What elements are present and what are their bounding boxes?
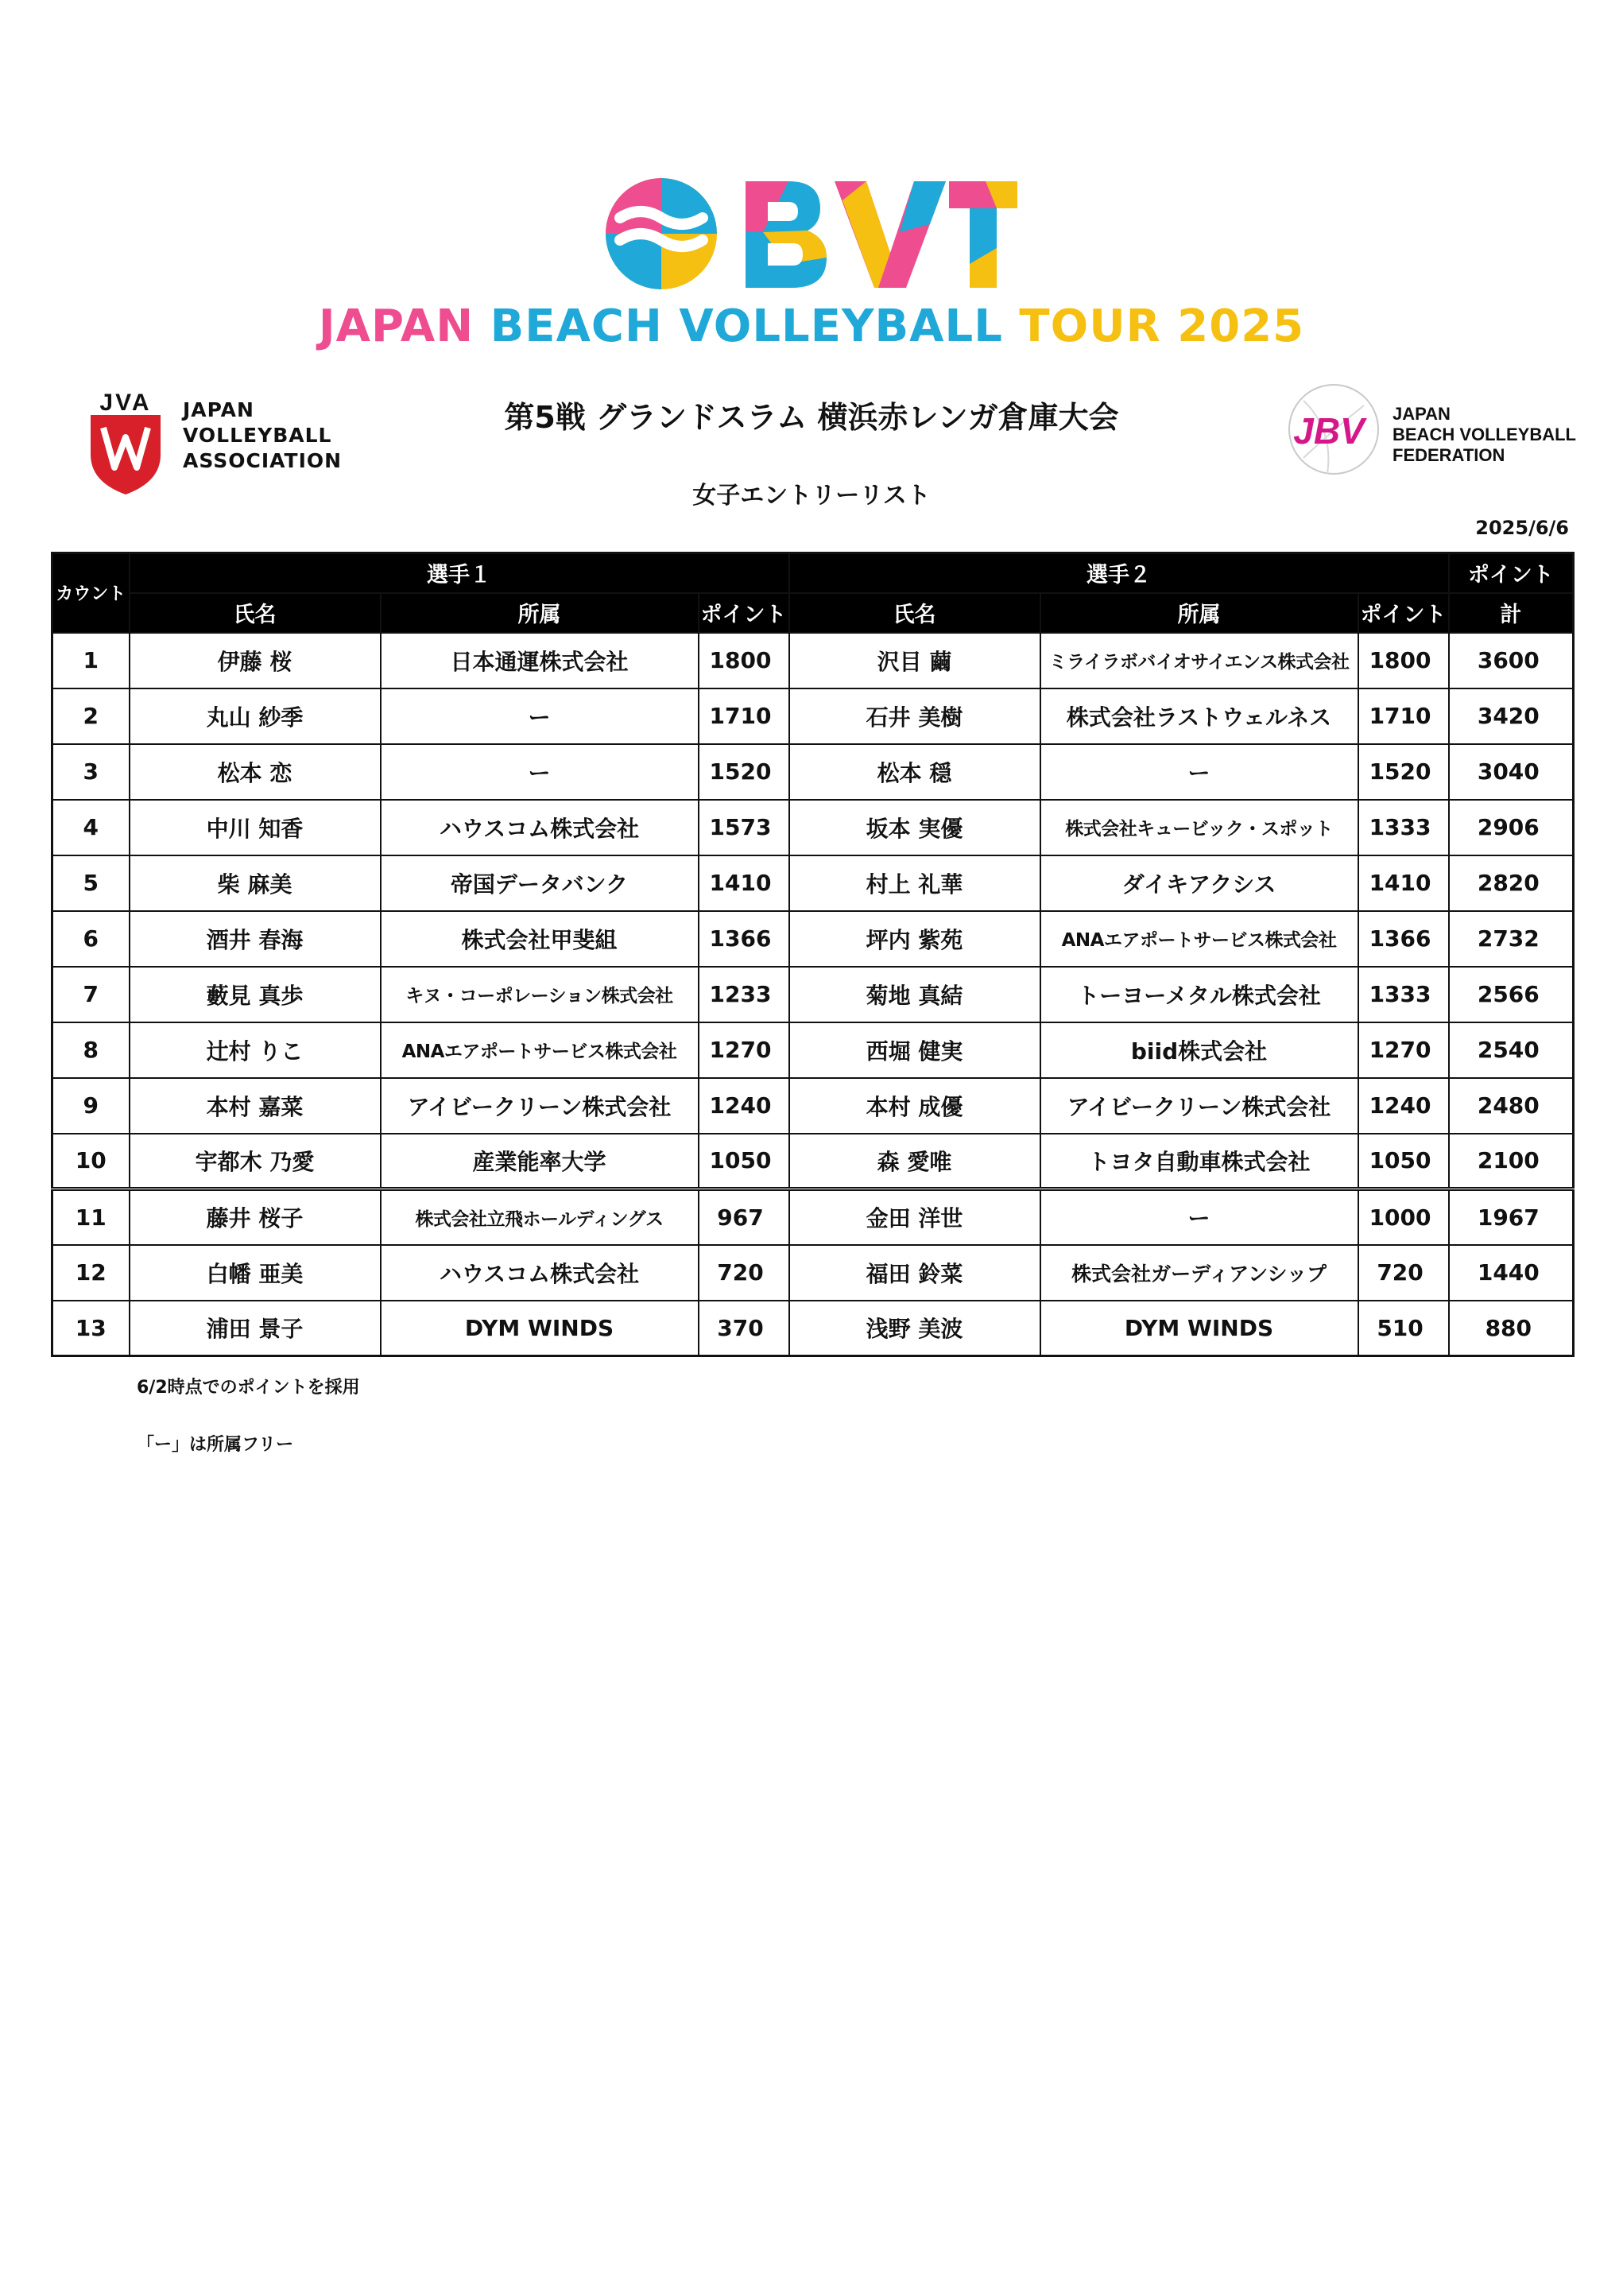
p1-name-cell: 伊藤 桜: [130, 633, 381, 688]
total-cell: 2540: [1449, 1022, 1574, 1078]
table-row: [52, 1245, 1574, 1301]
p1-name-cell: 松本 恋: [130, 744, 381, 800]
p2-point-cell: 1240: [1358, 1078, 1449, 1134]
p1-point-header: ポイント: [699, 593, 789, 633]
p1-point-cell: 1366: [699, 911, 789, 967]
count-cell: 10: [52, 1134, 130, 1189]
p2-name-cell: 石井 美樹: [789, 688, 1040, 744]
total-header: 計: [1449, 593, 1574, 633]
p2-name-header: 氏名: [789, 593, 1040, 633]
points-header: ポイント: [1449, 553, 1574, 593]
total-cell: 3420: [1449, 688, 1574, 744]
p2-affiliation-header: 所属: [1040, 593, 1358, 633]
total-cell: 2566: [1449, 967, 1574, 1022]
p1-point-cell: 1710: [699, 688, 789, 744]
p2-point-cell: 1710: [1358, 688, 1449, 744]
p2-affiliation-cell: ダイキアクシス: [1040, 855, 1358, 911]
player2-header: 選手２: [789, 553, 1449, 593]
p1-affiliation-cell: ANAエアポートサービス株式会社: [381, 1022, 699, 1078]
p2-point-cell: 1410: [1358, 855, 1449, 911]
jbv-line3: FEDERATION: [1393, 445, 1505, 465]
p2-affiliation-cell: ー: [1040, 1189, 1358, 1245]
jbv-line2: BEACH VOLLEYBALL: [1393, 425, 1576, 444]
p1-name-cell: 浦田 景子: [130, 1301, 381, 1356]
p2-point-cell: 1800: [1358, 633, 1449, 688]
count-cell: 6: [52, 911, 130, 967]
count-cell: 1: [52, 633, 130, 688]
p2-affiliation-cell: アイビークリーン株式会社: [1040, 1078, 1358, 1134]
p2-point-cell: 1000: [1358, 1189, 1449, 1245]
p1-affiliation-cell: 株式会社立飛ホールディングス: [381, 1189, 699, 1245]
p2-point-cell: 1520: [1358, 744, 1449, 800]
count-header: カウント: [52, 553, 130, 633]
p1-affiliation-cell: ー: [381, 688, 699, 744]
tour-title-tour-year: TOUR 2025: [1019, 301, 1305, 352]
bvt-letter-v: [835, 181, 946, 288]
p2-name-cell: 村上 礼華: [789, 855, 1040, 911]
free-agent-note: 「ー」は所属フリー: [137, 1435, 294, 1455]
p1-name-cell: 丸山 紗季: [130, 688, 381, 744]
p1-point-cell: 967: [699, 1189, 789, 1245]
p2-point-cell: 1366: [1358, 911, 1449, 967]
p1-point-cell: 1410: [699, 855, 789, 911]
p2-point-cell: 720: [1358, 1245, 1449, 1301]
p1-name-cell: 柴 麻美: [130, 855, 381, 911]
p1-affiliation-cell: ハウスコム株式会社: [381, 800, 699, 855]
p1-name-cell: 宇都木 乃愛: [130, 1134, 381, 1189]
count-cell: 11: [52, 1189, 130, 1245]
table-row: [52, 633, 1574, 688]
list-subtitle: 女子エントリーリスト: [692, 482, 931, 510]
p1-affiliation-cell: 帝国データバンク: [381, 855, 699, 911]
p1-name-cell: 本村 嘉菜: [130, 1078, 381, 1134]
p2-point-cell: 510: [1358, 1301, 1449, 1356]
p2-affiliation-cell: トヨタ自動車株式会社: [1040, 1134, 1358, 1189]
p1-name-header: 氏名: [130, 593, 381, 633]
table-row: [52, 744, 1574, 800]
p1-affiliation-cell: 産業能率大学: [381, 1134, 699, 1189]
ball-icon: [606, 178, 717, 289]
p1-affiliation-cell: アイビークリーン株式会社: [381, 1078, 699, 1134]
table-row: [52, 1134, 1574, 1189]
table-row: [52, 800, 1574, 855]
p1-point-cell: 720: [699, 1245, 789, 1301]
p2-affiliation-cell: ー: [1040, 744, 1358, 800]
count-cell: 3: [52, 744, 130, 800]
p1-name-cell: 辻村 りこ: [130, 1022, 381, 1078]
p1-name-cell: 酒井 春海: [130, 911, 381, 967]
total-cell: 2100: [1449, 1134, 1574, 1189]
p1-point-cell: 1050: [699, 1134, 789, 1189]
p1-name-cell: 白幡 亜美: [130, 1245, 381, 1301]
total-cell: 3040: [1449, 744, 1574, 800]
points-note: 6/2時点でのポイントを採用: [137, 1378, 360, 1398]
p2-affiliation-cell: 株式会社ガーディアンシップ: [1040, 1245, 1358, 1301]
count-cell: 2: [52, 688, 130, 744]
bvt-letter-t: [949, 181, 1017, 288]
p1-affiliation-cell: 株式会社甲斐組: [381, 911, 699, 967]
svg-text:JBV: JBV: [1293, 410, 1365, 452]
jva-line2: VOLLEYBALL: [183, 424, 332, 447]
p1-name-cell: 中川 知香: [130, 800, 381, 855]
p2-point-cell: 1333: [1358, 800, 1449, 855]
count-cell: 8: [52, 1022, 130, 1078]
p1-affiliation-header: 所属: [381, 593, 699, 633]
p2-affiliation-cell: 株式会社ラストウェルネス: [1040, 688, 1358, 744]
total-cell: 1440: [1449, 1245, 1574, 1301]
total-cell: 1967: [1449, 1189, 1574, 1245]
total-cell: 3600: [1449, 633, 1574, 688]
p1-point-cell: 1270: [699, 1022, 789, 1078]
p2-name-cell: 浅野 美波: [789, 1301, 1040, 1356]
bvt-logo: [604, 176, 1017, 292]
p1-affiliation-cell: ハウスコム株式会社: [381, 1245, 699, 1301]
table-row: [52, 911, 1574, 967]
p2-name-cell: 福田 鈴菜: [789, 1245, 1040, 1301]
table-row: [52, 688, 1574, 744]
p2-affiliation-cell: DYM WINDS: [1040, 1301, 1358, 1356]
total-cell: 2820: [1449, 855, 1574, 911]
p2-affiliation-cell: biid株式会社: [1040, 1022, 1358, 1078]
p2-affiliation-cell: ミライラボバイオサイエンス株式会社: [1040, 633, 1358, 688]
bvt-letter-b: [746, 181, 827, 288]
svg-text:JVA: JVA: [99, 390, 152, 416]
table-row: [52, 967, 1574, 1022]
jva-line3: ASSOCIATION: [183, 449, 343, 472]
p1-name-cell: 藪見 真歩: [130, 967, 381, 1022]
p1-affiliation-cell: ー: [381, 744, 699, 800]
p2-affiliation-cell: トーヨーメタル株式会社: [1040, 967, 1358, 1022]
jbv-line1: JAPAN: [1393, 404, 1451, 424]
p1-point-cell: 1800: [699, 633, 789, 688]
table-row: [52, 1078, 1574, 1134]
total-cell: 880: [1449, 1301, 1574, 1356]
count-cell: 7: [52, 967, 130, 1022]
total-cell: 2480: [1449, 1078, 1574, 1134]
p2-affiliation-cell: ANAエアポートサービス株式会社: [1040, 911, 1358, 967]
entry-table: [51, 552, 1575, 1357]
total-cell: 2732: [1449, 911, 1574, 967]
p1-affiliation-cell: 日本通運株式会社: [381, 633, 699, 688]
p2-point-cell: 1333: [1358, 967, 1449, 1022]
jva-line1: JAPAN: [183, 398, 254, 421]
p2-name-cell: 西堀 健実: [789, 1022, 1040, 1078]
p2-name-cell: 本村 成優: [789, 1078, 1040, 1134]
p1-affiliation-cell: キヌ・コーポレーション株式会社: [381, 967, 699, 1022]
table-row: [52, 855, 1574, 911]
count-cell: 9: [52, 1078, 130, 1134]
p2-name-cell: 沢目 繭: [789, 633, 1040, 688]
table-row: [52, 1189, 1574, 1245]
p2-name-cell: 金田 洋世: [789, 1189, 1040, 1245]
p2-point-cell: 1050: [1358, 1134, 1449, 1189]
count-cell: 12: [52, 1245, 130, 1301]
p2-point-cell: 1270: [1358, 1022, 1449, 1078]
p2-name-cell: 坪内 紫苑: [789, 911, 1040, 967]
table-row: [52, 1301, 1574, 1356]
p1-affiliation-cell: DYM WINDS: [381, 1301, 699, 1356]
count-cell: 5: [52, 855, 130, 911]
p2-name-cell: 松本 穏: [789, 744, 1040, 800]
count-cell: 4: [52, 800, 130, 855]
p2-name-cell: 森 愛唯: [789, 1134, 1040, 1189]
p1-point-cell: 1233: [699, 967, 789, 1022]
p1-name-cell: 藤井 桜子: [130, 1189, 381, 1245]
p1-point-cell: 1240: [699, 1078, 789, 1134]
total-cell: 2906: [1449, 800, 1574, 855]
p2-point-header: ポイント: [1358, 593, 1449, 633]
event-title: 第5戦 グランドスラム 横浜赤レンガ倉庫大会: [504, 400, 1119, 435]
p1-point-cell: 1573: [699, 800, 789, 855]
tour-title-japan: JAPAN: [318, 301, 475, 352]
p1-point-cell: 370: [699, 1301, 789, 1356]
player1-header: 選手１: [130, 553, 789, 593]
tour-title-beach-volleyball: BEACH VOLLEYBALL: [490, 301, 1003, 352]
issue-date: 2025/6/6: [1475, 517, 1569, 539]
tour-title: [0, 301, 1623, 352]
p2-affiliation-cell: 株式会社キュービック・スポット: [1040, 800, 1358, 855]
count-cell: 13: [52, 1301, 130, 1356]
p1-point-cell: 1520: [699, 744, 789, 800]
table-row: [52, 1022, 1574, 1078]
p2-name-cell: 坂本 実優: [789, 800, 1040, 855]
p2-name-cell: 菊地 真結: [789, 967, 1040, 1022]
